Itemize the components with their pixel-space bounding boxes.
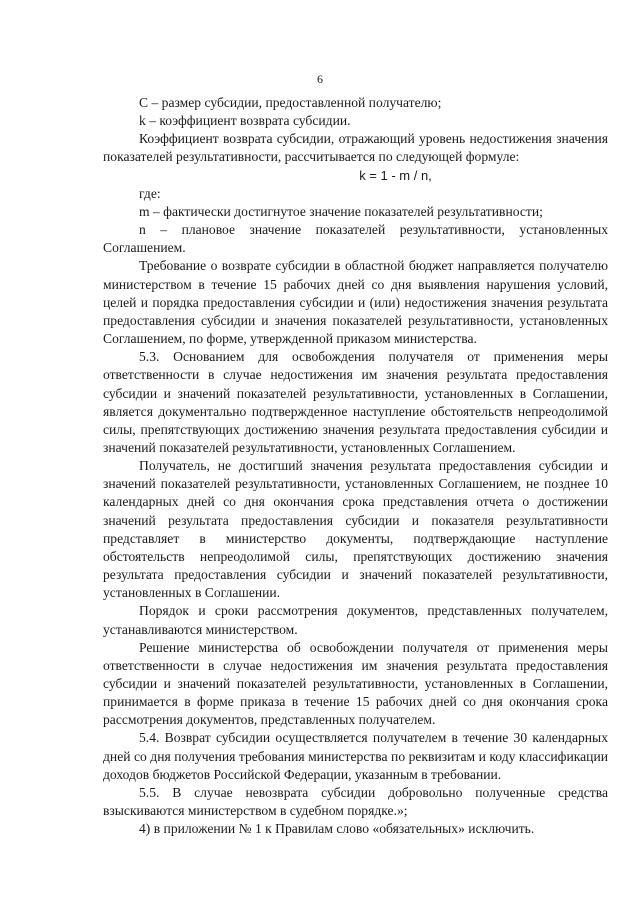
- paragraph-n-definition: n – плановое значение показателей результативности, установленных Соглашением.: [103, 222, 608, 256]
- formula: k = 1 - m / n,: [359, 167, 432, 183]
- paragraph-m-definition: m – фактически достигнутое значение показателей результативности;: [139, 203, 543, 219]
- paragraph-review-procedure: Порядок и сроки рассмотрения документов, представленных получателем, устанавливаются министерством.: [103, 603, 608, 637]
- paragraph-5-3: 5.3. Основанием для освобождения получателя от применения меры ответственности в случае недостижения им значения результата предоставления субсидии и значений показателей результативности, установленных в Соглашении, является документально подтвержденное наступление обстоятельств непреодолимой силы, препятствующих достижению значения результата предоставления субсидии и значений показателей результативности, установленных Соглашением.: [103, 349, 608, 455]
- paragraph-c-definition: С – размер субсидии, предоставленной получателю;: [139, 95, 442, 110]
- where-label: где:: [139, 185, 161, 201]
- paragraph-item-4: 4) в приложении № 1 к Правилам слово «обязательных» исключить.: [139, 821, 535, 837]
- document-body: [103, 94, 608, 838]
- paragraph-refund-requirement: Требование о возврате субсидии в областной бюджет направляется получателю министерством в течение 15 рабочих дней со дня выявления нарушения условий, целей и порядка предоставления субсидии и (или) недостижения значения результата предоставления субсидии и значения показателей результативности, установленных Соглашением, по форме, утвержденной приказом министерства.: [103, 258, 608, 347]
- paragraph-recipient-documents: Получатель, не достигший значения результата предоставления субсидии и значений показателей результативности, установленных Соглашением, не позднее 10 календарных дней со дня окончания срока представления отчета о достижении значений результата предоставления субсидии и показателя результативности представляет в министерство документы, подтверждающие наступление обстоятельств непреодолимой силы, препятствующих достижению значения результата предоставления субсидии и значений показателей результативности, установленных в Соглашении.: [103, 458, 608, 601]
- paragraph-5-4: 5.4. Возврат субсидии осуществляется получателем в течение 30 календарных дней со дня получения требования министерства по реквизитам и коду классификации доходов бюджетов Российской Федерации, указанным в требовании.: [103, 730, 608, 782]
- paragraph-ministry-decision: Решение министерства об освобождении получателя от применения меры ответственности в случае недостижения им значения результата предоставления субсидии и значений показателей результативности, установленных в Соглашении, принимается в форме приказа в течение 15 рабочих дней со дня окончания срока рассмотрения документов, представленных получателем.: [103, 639, 608, 728]
- paragraph-5-5: 5.5. В случае невозврата субсидии добровольно полученные средства взыскиваются министерством в судебном порядке.»;: [103, 784, 608, 819]
- paragraph-coefficient-intro: Коэффициент возврата субсидии, отражающий уровень недостижения значения показателей результативности, рассчитывается по следующей формуле:: [103, 131, 608, 165]
- page-number: 6: [317, 72, 323, 86]
- paragraph-k-definition: k – коэффициент возврата субсидии.: [139, 113, 351, 129]
